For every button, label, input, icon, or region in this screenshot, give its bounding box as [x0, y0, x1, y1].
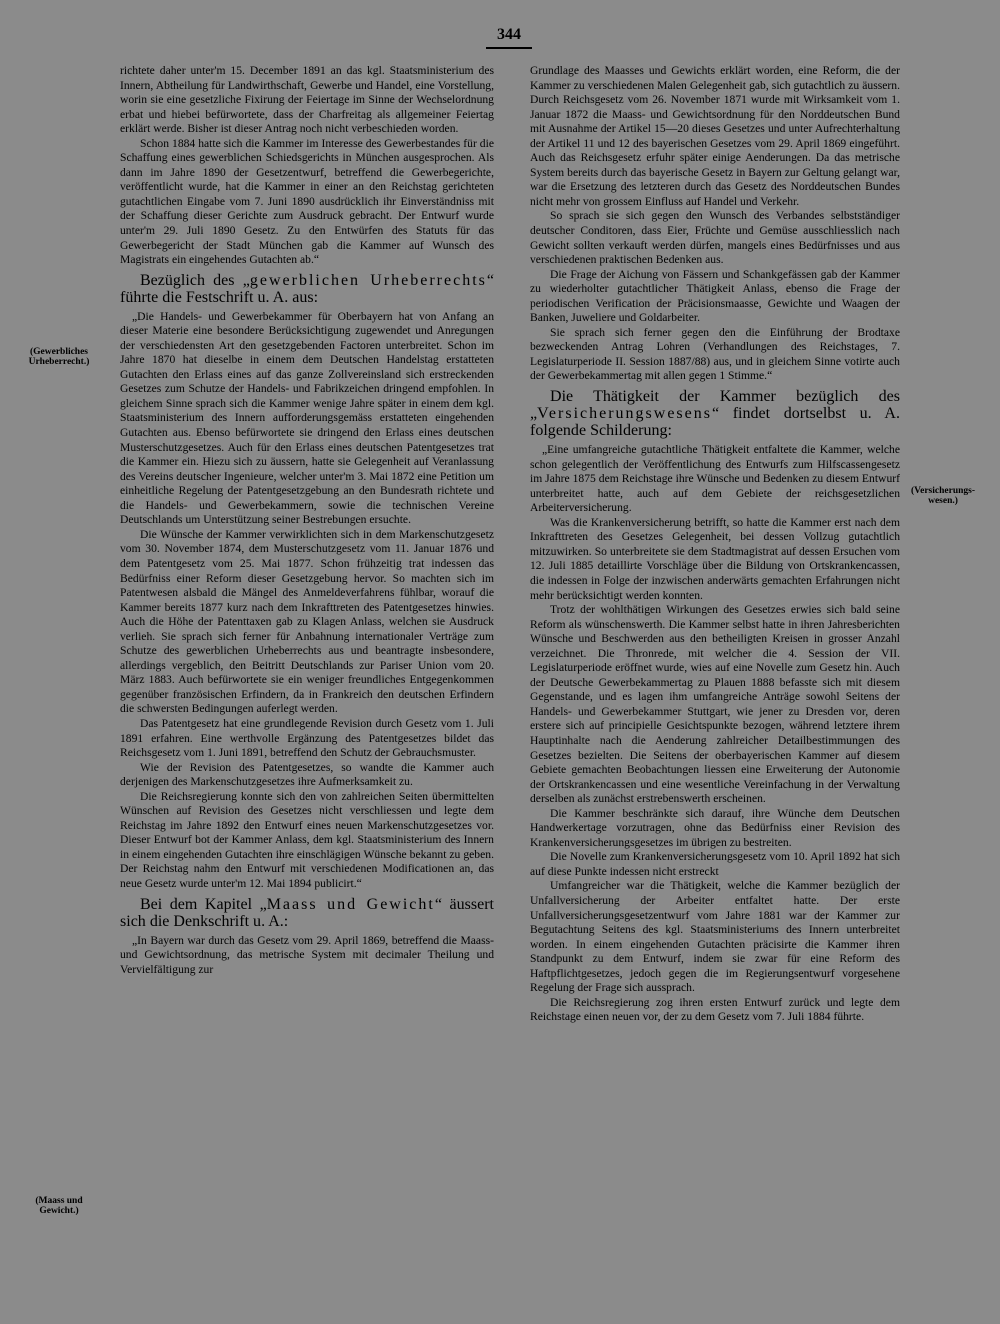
- paragraph: „In Bayern war durch das Gesetz vom 29. April 1869, betreffend die Maass- und Gewichtsordnung, das metrische System mit decimaler Theilung und Vervielfältigung zur: [120, 933, 494, 976]
- paragraph: Das Patentgesetz hat eine grundlegende Revision durch Gesetz vom 1. Juli 1891 erfahren. Eine werthvolle Ergänzung des Patentgesetzes bildet das Reichsgesetz vom 1. Juni 1891, betreffend den Schutz der Gebrauchsmuster.: [120, 716, 494, 760]
- left-column: [120, 64, 494, 977]
- paragraph: Sie sprach sich ferner gegen den die Einführung der Brodtaxe bezweckenden Antrag Lohren (Verhandlungen des Reichstages, 7. Legislaturperiode II. Session 1887/88) aus, und in gleichem Sinne votirte auch der Gewerbekammertag mit allen gegen 1 Stimme.“: [530, 325, 900, 383]
- section-heading-maass: [120, 896, 494, 930]
- paragraph: Umfangreicher war die Thätigkeit, welche die Kammer bezüglich der Unfallversicherung der Arbeiter entfaltet hatte. Der erste Unfallversicherungsgesetzentwurf vom Jahre 1881 war der Kammer zur Begutachtung Seitens des kgl. Staatsministeriums des Innern unterbreitet worden. In einem eingehenden Gutachten präcisirte die Kammer ihren Standpunkt zu dem Entwurf, indem sie zwar für eine Reform des Haftpflichtgesetzes, jedoch gegen die im Regierungsentwurf vorgesehene Regelung der Frage sich aussprach.: [530, 879, 900, 995]
- section-heading-versicherung: [530, 388, 900, 439]
- paragraph: Die Frage der Aichung von Fässern und Schankgefässen gab der Kammer zu wiederholter gutachtlicher Thätigkeit Anlass, ebenso die Frage der periodischen Verification der Präcisionsmaasse, Gewichte und Waagen der Banken, Juweliere und Goldarbeiter.: [530, 267, 900, 325]
- paragraph: Die Kammer beschränkte sich darauf, ihre Wünche dem Deutschen Handwerkertage vorzutragen, ohne das Bedürfniss einer Revision des Krankenversicherungsgesetzes im übrigen zu bestreiten.: [530, 806, 900, 849]
- paragraph: So sprach sie sich gegen den Wunsch des Verbandes selbstständiger deutscher Conditoren, dass Eier, Früchte und Gemüse ausschliesslich nach Gewicht sollten verkauft werden dürfen, mangels eines Bedürfnisses und aus verschiedenen praktischen Bedenken aus.: [530, 209, 900, 267]
- margin-note-line: (Maass und: [35, 1196, 83, 1206]
- margin-note-line: Urheberrecht.): [28, 357, 90, 367]
- section-heading-urheberrecht: [120, 272, 494, 306]
- margin-note-urheberrecht: [20, 347, 98, 367]
- margin-note-line: Gewicht.): [39, 1206, 79, 1216]
- paragraph: „Die Handels- und Gewerbekammer für Oberbayern hat von Anfang an dieser Materie eine besondere Berücksichtigung zugewendet und Anregungen der verschiedensten Art den gesetzgebenden Factoren unterbreitet. Schon im Jahre 1870 hat dieselbe in einem dem Deutschen Handelstag erstatteten Gutachten den Erlass eines auf das ganze Zollvereinsland sich erstreckenden Gesetzes zum Schutze der Handels- und Fabrikzeichen dringend empfohlen. In gleichem Sinne sprach sich die Kammer wenige Jahre später in einem dem kgl. Staatsministerium des Innern aufforderungsgemäss erstatteten eingehenden Gutachten aus. Ebenso befürwortete sie dringend den Erlass eines deutschen Musterschutzgesetzes. Auch für den Erlass eines deutschen Patentgesetzes trat die Kammer ein. Hiezu sich zu äussern, hatte sie Gelegenheit auf Veranlassung des Vereins deutscher Ingenieure, welcher unter'm 3. Mai 1872 eine Petition um einheitliche Regelung der Patentgesetzgebung an den Bundesrath richtete und die Handels- und Gewerbekammern, sowie die technischen Vereine Deutschlands um Unterstützung seiner Bestrebungen ersuchte.: [120, 309, 494, 527]
- heading-text: Bezüglich des „: [140, 271, 250, 289]
- margin-note-line: wesen.): [928, 496, 958, 506]
- margin-note-maass: [24, 1196, 94, 1216]
- page-number-rule: [486, 47, 532, 49]
- paragraph: Die Reichsregierung konnte sich den von zahlreichen Seiten übermittelten Wünschen auf Revision des Gesetzes nicht verschliessen und legte dem Reichstag im Jahre 1892 den Entwurf eines neuen Markenschutzgesetzes vor. Dieser Entwurf bot der Kammer Anlass, dem kgl. Staatsministerium des Innern in einem eingehenden Gutachten ihre einschlägigen Wünsche bekannt zu geben. Der Reichstag nahm den Entwurf mit verschiedenen Modificationen an, das neue Gesetz wurde unter'm 12. Mai 1894 publicirt.“: [120, 789, 494, 890]
- paragraph: Was die Krankenversicherung betrifft, so hatte die Kammer erst nach dem Inkrafttreten des Gesetzes Gelegenheit, bei dessen Vollzug gutachtlich mitzuwirken. So unterbreitete sie dem Stadtmagistrat auf dessen Ersuchen vom 12. Juli 1885 detaillirte Vorschläge über die Bildung von Ortskrankencassen, die indessen in Folge der inzwischen anderwärts gemachten Erfahrungen nicht mehr berücksichtigt werden konnten.: [530, 515, 900, 602]
- paragraph: Trotz der wohlthätigen Wirkungen des Gesetzes erwies sich bald seine Reform als wünschenswerth. Die Kammer selbst hatte in ihren Jahresberichten Wünsche und Beschwerden aus den betheiligten Kreisen in grosser Anzahl verzeichnet. Die Thronrede, mit welcher die 4. Session der VII. Legislaturperiode eröffnet wurde, wies auf eine Novelle zum Gesetz hin. Auch der Deutsche Gewerbekammertag zu Plauen 1888 befasste sich mit diesem Gegenstande, und es lagen ihm umfangreiche Anträge sowohl Seitens der Handels- und Gewerbekammer Stuttgart, wie jener zu Dresden vor, deren erstere sich auf principielle Gesichtspunkte bezogen, während letztere ihrem Hauptinhalte nach die Aenderung zahlreicher Detailbestimmungen des Gesetzes bezielten. Die Seitens der oberbayerischen Kammer auf diesem Gebiete gemachten Beobachtungen liessen eine Erweiterung der Autonomie der Ortskrankencassen und eine wesentliche Vereinfachung in der Verwaltung derselben als zunächst erstrebenswerth erscheinen.: [530, 603, 900, 806]
- page-number: 344: [497, 26, 521, 43]
- heading-keyword: Maass und Gewicht: [266, 895, 435, 913]
- paragraph: Die Reichsregierung zog ihren ersten Entwurf zurück und legte dem Reichstage einen neuen vor, der zu dem Gesetz vom 7. Juli 1884 führte.: [530, 995, 900, 1024]
- heading-text: Bei dem Kapitel „: [140, 895, 267, 913]
- paragraph: „Eine umfangreiche gutachtliche Thätigkeit entfaltete die Kammer, welche schon gelegentlich der Veröffentlichung des Entwurfs zum Hilfscassengesetz im Jahre 1875 dem Reichstage ihre Wünsche und Bedenken zu diesem Entwurf unterbreitet hatte, auch auf dem Gebiete der reichsgesetzlichen Arbeiterversicherung.: [530, 443, 900, 515]
- heading-keyword: Versicherungswesens: [537, 405, 712, 423]
- heading-text: “ führte die Festschrift u. A. aus:: [120, 271, 495, 306]
- right-column: [530, 64, 900, 1025]
- paragraph: Wie der Revision des Patentgesetzes, so wandte die Kammer auch derjenigen des Markenschutzgesetzes ihre Aufmerksamkeit zu.: [120, 760, 494, 789]
- heading-text: “ äussert sich die Denkschrift u. A.:: [120, 895, 494, 930]
- heading-text: “ findet dortselbst u. A. folgende Schilderung:: [530, 405, 900, 440]
- paragraph: Die Novelle zum Krankenversicherungsgesetz vom 10. April 1892 hat sich auf diese Punkte indessen nicht erstreckt: [530, 850, 900, 878]
- heading-keyword: gewerblichen Urheberrechts: [249, 271, 487, 289]
- margin-note-line: (Versicherungs-: [910, 486, 976, 496]
- margin-note-versicherung: [902, 486, 984, 506]
- paragraph: Die Wünsche der Kammer verwirklichten sich in dem Markenschutzgesetz vom 30. November 1874, dem Musterschutzgesetz vom 11. Januar 1876 und dem Patentgesetz vom 25. Mai 1877. Schon frühzeitig trat indessen das Bedürfniss einer Reform dieser Gesetzgebung hervor. So machten sich im Patentwesen alsbald die Mängel des Anmeldeverfahrens fühlbar, worauf die Kammer bereits 1877 kurz nach dem Inkrafttreten des Patentgesetzes hinwies. Auch die Höhe der Patenttaxen gab zu Klagen Anlass, welchen sie Ausdruck verlieh. Sie sprach sich ferner für Anbahnung internationaler Verträge zum Schutze des gewerblichen Urheberrechts aus und beantragte insbesondere, allerdings vergeblich, den Beitritt Deutschlands zur Pariser Union vom 20. März 1883. Auch befürwortete sie ein weniger freundliches Entgegenkommen gegenüber französischen Erfindern, da in Frankreich den deutschen Erfindern die schwersten Bedingungen auferlegt werden.: [120, 527, 494, 716]
- paragraph: Grundlage des Maasses und Gewichts erklärt worden, eine Reform, die der Kammer zu verschiedenen Malen Gelegenheit gab, sich gutachtlich zu äussern. Durch Reichsgesetz vom 26. November 1871 wurde mit Wirksamkeit vom 1. Januar 1872 die Maass- und Gewichtsordnung für den Norddeutschen Bund mit Ausnahme der Artikel 15—20 dieses Gesetzes und unter Aufrechterhaltung der Artikel 11 und 12 des bayerischen Gesetzes vom 29. April 1869 eingeführt. Auch das Reichsgesetz erfuhr später einige Aenderungen. Da das metrische System bereits durch das bayerische Gesetz in Bayern zur Geltung gelangt war, war die Ersetzung des letzteren durch das Gesetz des Norddeutschen Bundes nicht mehr von grossem Einfluss auf Handel und Verkehr.: [530, 64, 900, 208]
- paragraph: richtete daher unter'm 15. December 1891 an das kgl. Staatsministerium des Innern, Abtheilung für Landwirthschaft, Gewerbe und Handel, eine Vorstellung, worin sie eine gesetzliche Fixirung der Feiertage im Sinne der Wechselordnung erbat und hiebei befürwortete, dass der Charfreitag als allgemeiner Feiertag erklärt werde. Bisher ist dieser Antrag noch nicht verbeschieden worden.: [120, 64, 494, 136]
- paragraph: Schon 1884 hatte sich die Kammer im Interesse des Gewerbestandes für die Schaffung eines gewerblichen Schiedsgerichts in München ausgesprochen. Als dann im Jahre 1890 der Gesetzentwurf, betreffend die Gewerbegerichte, veröffentlicht wurde, hat die Kammer in einer an den Reichstag gerichteten gutachtlichen Eingabe vom 7. Juni 1890 ausdrücklich ihr Einverständniss mit der Schaffung dieser Gerichte zum Ausdruck gebracht. Der Entwurf wurde unter'm 29. Juli 1890 Gesetz. Zu den Entwürfen des Statuts für das Gewerbegericht der Stadt München gab die Kammer auf Wunsch des Magistrats ein eingehendes Gutachten ab.“: [120, 136, 494, 267]
- margin-note-line: (Gewerbliches: [29, 347, 89, 357]
- heading-text: Die Thätigkeit der Kammer bezüglich des „: [530, 388, 900, 423]
